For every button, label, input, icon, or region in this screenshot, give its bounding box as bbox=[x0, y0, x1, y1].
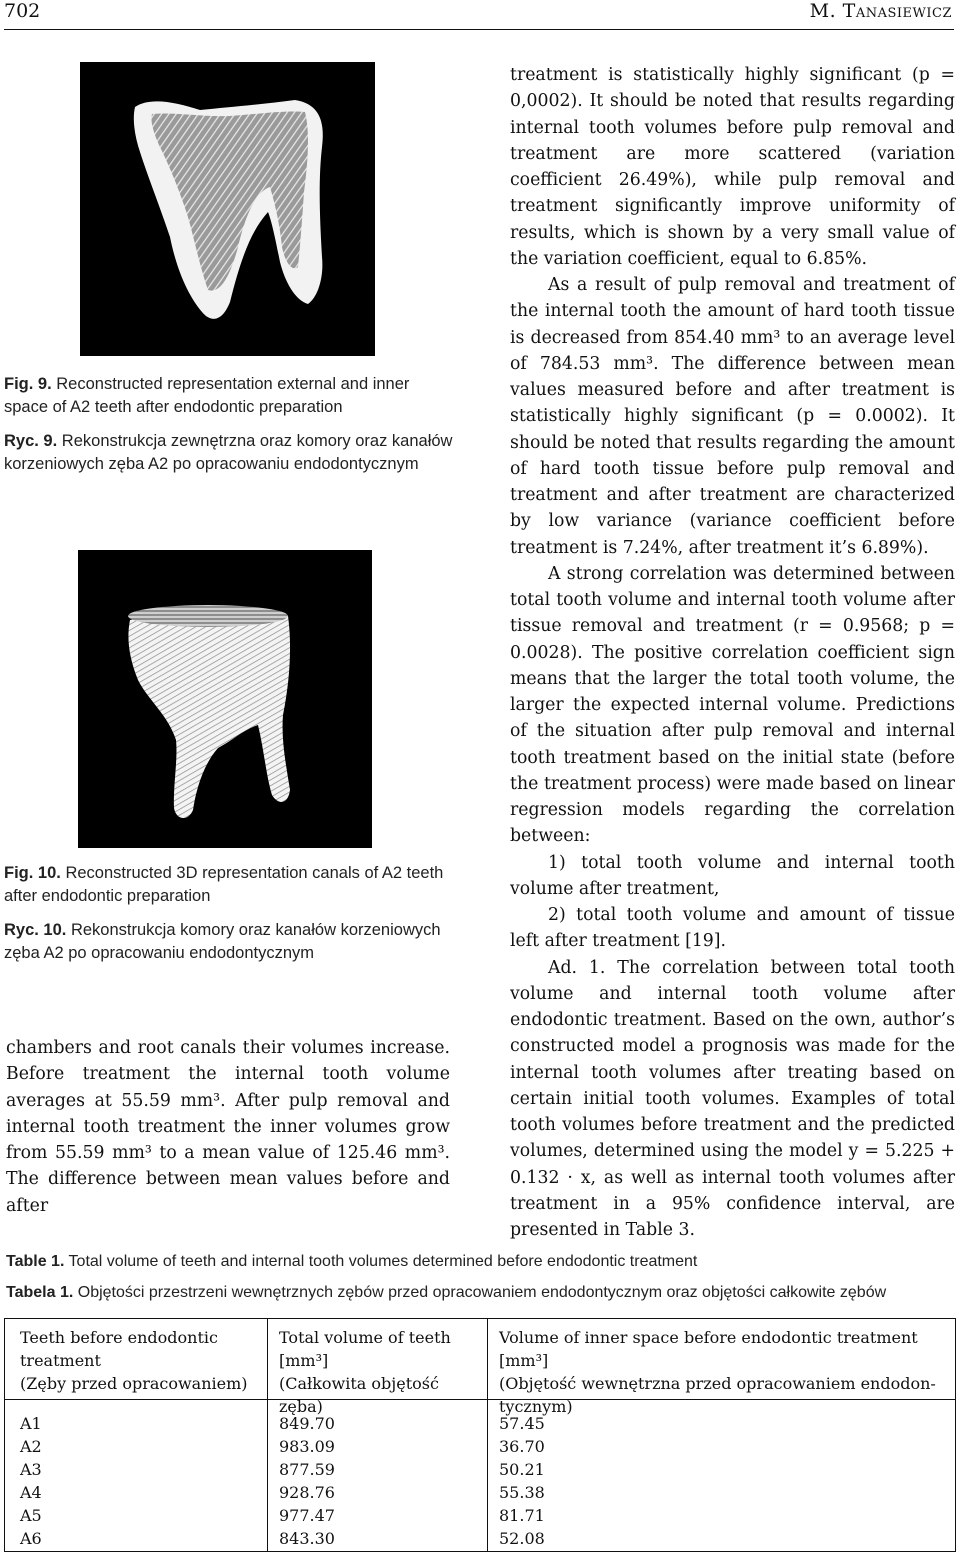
table-cell: 52.08 bbox=[499, 1529, 545, 1548]
figure-9-caption-pl bbox=[4, 430, 454, 476]
table-cell: 843.30 bbox=[279, 1529, 335, 1548]
caption-text: Reconstructed 3D representation canals of A2 teeth after endodontic preparation bbox=[4, 864, 444, 905]
table-cell: 81.71 bbox=[499, 1506, 545, 1525]
tooth-cross-section-illustration bbox=[80, 62, 375, 356]
caption-text: Rekonstrukcja zewnętrzna oraz komory oraz kanałów korzeniowych zęba A2 po opracowaniu endodontycznym bbox=[4, 432, 453, 473]
caption-label: Ryc. 9. bbox=[4, 432, 58, 450]
body-paragraph: Ad. 1. The correlation between total tooth volume and internal tooth volume after endodontic treatment. Based on the own, author’s constructed model a prognosis was made for the internal tooth volumes after treating based on certain initial tooth volumes. Examples of total tooth volumes before treatment and the predicted volumes, determined using the model y = 5.225 + 0.132 · x, as well as internal tooth volumes after treatment in a 95% confidence interval, are presented in Table 3. bbox=[510, 957, 955, 1240]
page-number: 702 bbox=[4, 0, 41, 22]
caption-label: Tabela 1. bbox=[6, 1284, 74, 1301]
figure-10-caption-pl bbox=[4, 919, 454, 965]
table-cell: 983.09 bbox=[279, 1437, 335, 1456]
table-cell: A1 bbox=[20, 1414, 42, 1433]
caption-label: Ryc. 10. bbox=[4, 921, 67, 939]
table-column-teeth bbox=[20, 1412, 260, 1550]
table-column-inner-volume bbox=[499, 1412, 949, 1550]
table-header-inner-volume: Volume of inner space before endodontic treatment [mm³] (Objętość wewnętrzna przed opracowaniem endodon- tycznym) bbox=[499, 1328, 936, 1416]
table-column-divider bbox=[487, 1319, 488, 1551]
table-1-caption-en bbox=[6, 1251, 956, 1273]
body-paragraph: A strong correlation was determined between total tooth volume and internal tooth volume after tissue removal and treatment (r = 0.9568; p = 0.0028). The positive correlation coefficient sign means that the larger the total tooth volume, the larger the expected internal volume. Predictions of the situation after pulp removal and internal tooth treatment based on the initial state (before the treatment process) were made based on linear regression models regarding the correlation between: bbox=[510, 563, 955, 847]
list-item: 1) total tooth volume and internal tooth volume after treatment, bbox=[510, 852, 955, 899]
table-cell: A4 bbox=[20, 1483, 42, 1502]
running-head-author: M. Tanasiewicz bbox=[809, 0, 952, 22]
table-cell: 50.21 bbox=[499, 1460, 545, 1479]
right-column-body bbox=[510, 62, 955, 1243]
table-cell: A5 bbox=[20, 1506, 42, 1525]
header-rule bbox=[4, 29, 954, 30]
caption-text: Reconstructed representation external and inner space of A2 teeth after endodontic preparation bbox=[4, 375, 410, 416]
figure-9-image bbox=[80, 62, 375, 356]
caption-text: Objętości przestrzeni wewnętrznych zębów przed opracowaniem endodontycznym oraz objętości całkowite zębów bbox=[77, 1284, 887, 1301]
table-cell: 877.59 bbox=[279, 1460, 335, 1479]
caption-text: Rekonstrukcja komory oraz kanałów korzeniowych zęba A2 po opracowaniu endodontycznym bbox=[4, 921, 441, 962]
table-1-caption-pl bbox=[6, 1282, 956, 1304]
table-cell: A2 bbox=[20, 1437, 42, 1456]
caption-label: Fig. 10. bbox=[4, 864, 61, 882]
tooth-canals-3d-illustration bbox=[78, 550, 372, 848]
table-1 bbox=[4, 1318, 956, 1552]
table-header-total-volume: Total volume of teeth [mm³] (Całkowita objętość zęba) bbox=[279, 1328, 451, 1416]
list-item: 2) total tooth volume and amount of tissue left after treatment [19]. bbox=[510, 905, 955, 952]
table-header-teeth: Teeth before endodontic treatment (Zęby przed opracowaniem) bbox=[20, 1328, 248, 1393]
caption-label: Fig. 9. bbox=[4, 375, 52, 393]
table-cell: 928.76 bbox=[279, 1483, 335, 1502]
table-cell: 977.47 bbox=[279, 1506, 335, 1525]
figure-9-caption-en bbox=[4, 373, 454, 419]
caption-text: Total volume of teeth and internal tooth volumes determined before endodontic treatment bbox=[68, 1253, 698, 1270]
table-cell: 55.38 bbox=[499, 1483, 545, 1502]
table-cell: 849.70 bbox=[279, 1414, 335, 1433]
left-column-body bbox=[6, 1035, 450, 1219]
caption-label: Table 1. bbox=[6, 1253, 65, 1270]
body-paragraph: As a result of pulp removal and treatment of the internal tooth the amount of hard tooth tissue is decreased from 854.40 mm³ to an average level of 784.53 mm³. The difference between mean values measured before and after treatment is statistically highly significant (p = 0.0002). It should be noted that results regarding the amount of hard tooth tissue before pulp removal and treatment and after treatment are characterized by low variance (variance coefficient before treatment is 7.24%, after treatment it’s 6.89%). bbox=[510, 275, 955, 558]
table-cell: A3 bbox=[20, 1460, 42, 1479]
table-column-divider bbox=[267, 1319, 268, 1551]
figure-10-image bbox=[78, 550, 372, 848]
table-cell: 57.45 bbox=[499, 1414, 545, 1433]
body-paragraph: chambers and root canals their volumes increase. Before treatment the internal tooth volume averages at 55.59 mm³. After pulp removal and internal tooth treatment the inner volumes grow from 55.59 mm³ to a mean value of 125.46 mm³. The difference between mean values before and after bbox=[6, 1038, 450, 1216]
table-cell: 36.70 bbox=[499, 1437, 545, 1456]
figure-10-caption-en bbox=[4, 862, 454, 908]
table-column-total-volume bbox=[279, 1412, 484, 1550]
table-cell: A6 bbox=[20, 1529, 42, 1548]
body-paragraph: treatment is statistically highly significant (p = 0,0002). It should be noted that results regarding internal tooth volumes before pulp removal and treatment are more scattered (variation coefficient 26.49%), while pulp removal and treatment significantly improve uniformity of results, which is shown by a very small value of the variation coefficient, equal to 6.85%. bbox=[510, 65, 955, 269]
